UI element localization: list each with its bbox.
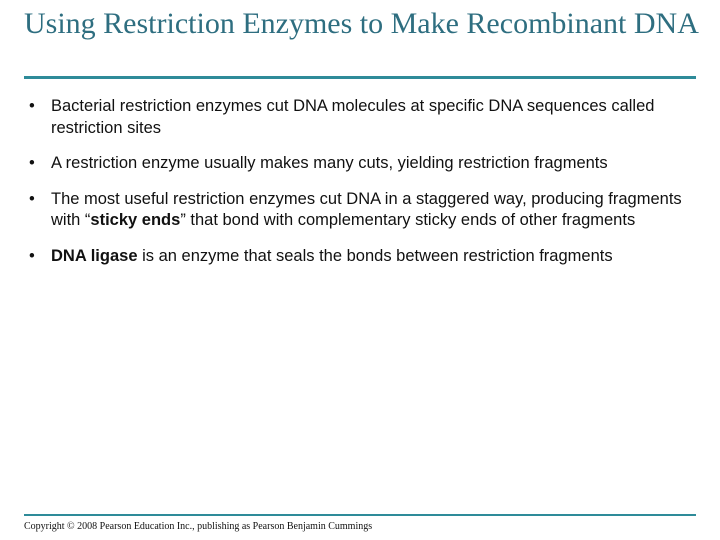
bullet-dot: • <box>29 97 35 115</box>
bullet-item <box>24 96 704 139</box>
bullet-dot: • <box>29 246 35 265</box>
bullet-item <box>24 153 704 175</box>
term-dna-ligase: DNA ligase <box>51 246 138 265</box>
title-divider <box>24 76 696 79</box>
term-restriction-fragments: restriction fragments <box>458 154 608 172</box>
bullet-dot: • <box>29 154 35 172</box>
slide-title: Using Restriction Enzymes to Make Recombinant DNA <box>24 7 699 40</box>
term-restriction-sites: restriction sites <box>51 118 162 137</box>
bullet-list <box>24 96 704 267</box>
bullet-text <box>51 190 682 230</box>
bullet-item <box>24 189 704 232</box>
bullet-item <box>24 246 704 268</box>
bullet-text <box>51 247 613 265</box>
copyright-notice: Copyright © 2008 Pearson Education Inc., publishing as Pearson Benjamin Cummings <box>24 521 373 532</box>
plain-text: Bacterial <box>51 97 120 115</box>
term-restriction-enzymes: restriction enzymes <box>119 97 262 115</box>
bullet-dot: • <box>29 189 35 208</box>
term-sticky-ends: sticky ends <box>90 211 181 229</box>
plain-text: is an enzyme that seals the bonds between restriction fragments <box>137 246 613 265</box>
footer-divider <box>24 514 696 516</box>
bullet-text <box>51 154 608 172</box>
plain-text: The most useful restriction enzymes cut DNA in a staggered way, producing fragments with “ <box>51 189 682 229</box>
plain-text: cut DNA molecules at specific DNA sequences called <box>261 97 655 115</box>
bullet-text <box>51 97 654 137</box>
plain-text: ” that bond with complementary sticky ends of other fragments <box>180 211 636 229</box>
plain-text: A restriction enzyme usually makes many cuts, yielding <box>51 154 459 172</box>
